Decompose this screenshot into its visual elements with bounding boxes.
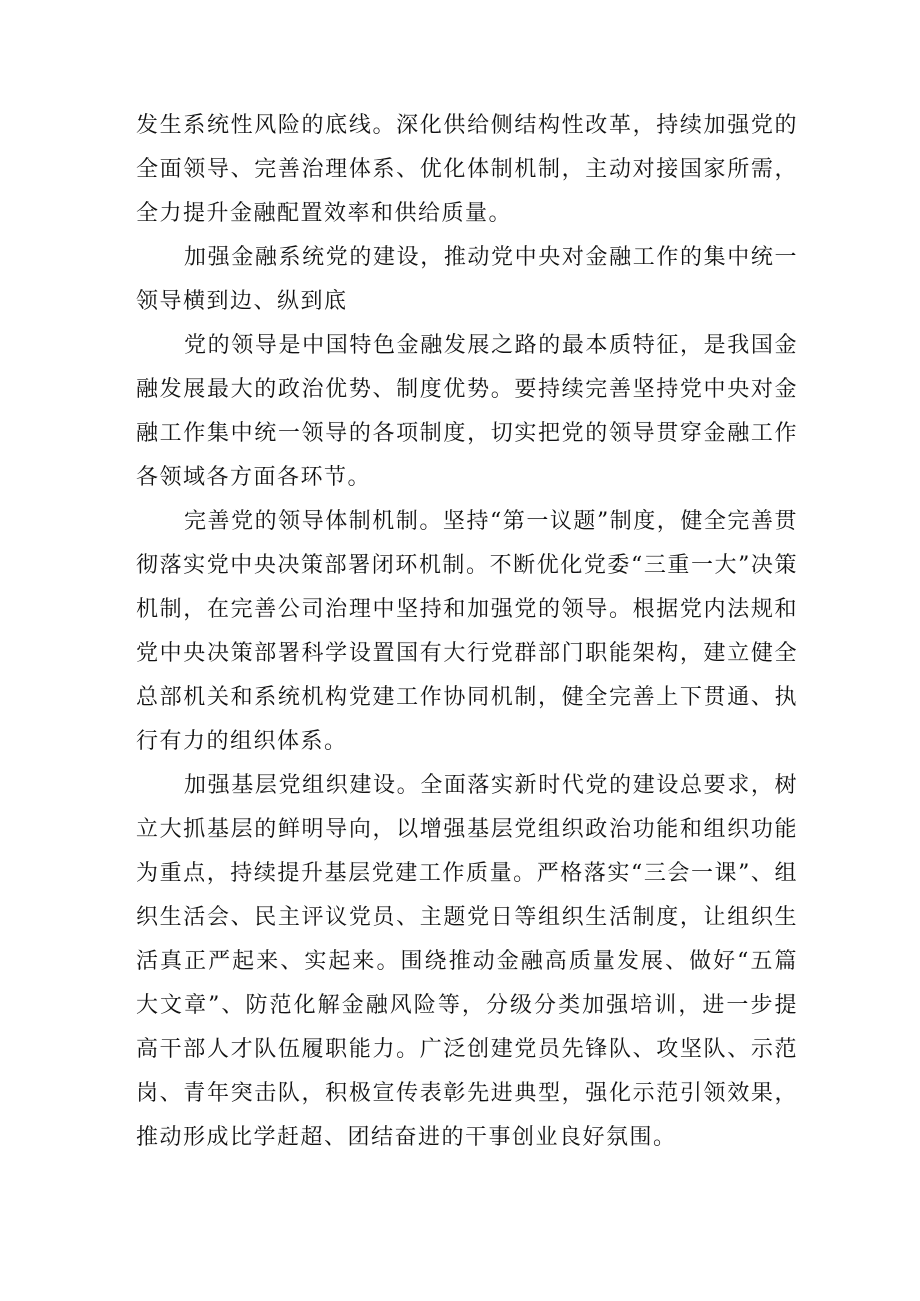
section-heading: 加强金融系统党的建设，推动党中央对金融工作的集中统一领导横到边、纵到底: [136, 245, 798, 314]
paragraph-1: 发生系统性风险的底线。深化供给侧结构性改革，持续加强党的全面领导、完善治理体系、优化体制机制，主动对接国家所需，全力提升金融配置效率和供给质量。: [136, 113, 798, 226]
paragraph-2: 党的领导是中国特色金融发展之路的最本质特征，是我国金融发展最大的政治优势、制度优势。要持续完善坚持党中央对金融工作集中统一领导的各项制度，切实把党的领导贯穿金融工作各领域各方面各环节。: [136, 333, 798, 490]
document-body: [136, 104, 798, 1160]
paragraph-3: 完善党的领导体制机制。坚持“第一议题”制度，健全完善贯彻落实党中央决策部署闭环机制。不断优化党委“三重一大”决策机制，在完善公司治理中坚持和加强党的领导。根据党内法规和党中央决策部署科学设置国有大行党群部门职能架构，建立健全总部机关和系统机构党建工作协同机制，健全完善上下贯通、执行有力的组织体系。: [136, 509, 798, 754]
paragraph-4: 加强基层党组织建设。全面落实新时代党的建设总要求，树立大抓基层的鲜明导向，以增强基层党组织政治功能和组织功能为重点，持续提升基层党建工作质量。严格落实“三会一课”、组织生活会、民主评议党员、主题党日等组织生活制度，让组织生活真正严起来、实起来。围绕推动金融高质量发展、做好“五篇大文章”、防范化解金融风险等，分级分类加强培训，进一步提高干部人才队伍履职能力。广泛创建党员先锋队、攻坚队、示范岗、青年突击队，积极宣传表彰先进典型，强化示范引领效果，推动形成比学赶超、团结奋进的干事创业良好氛围。: [136, 773, 798, 1150]
